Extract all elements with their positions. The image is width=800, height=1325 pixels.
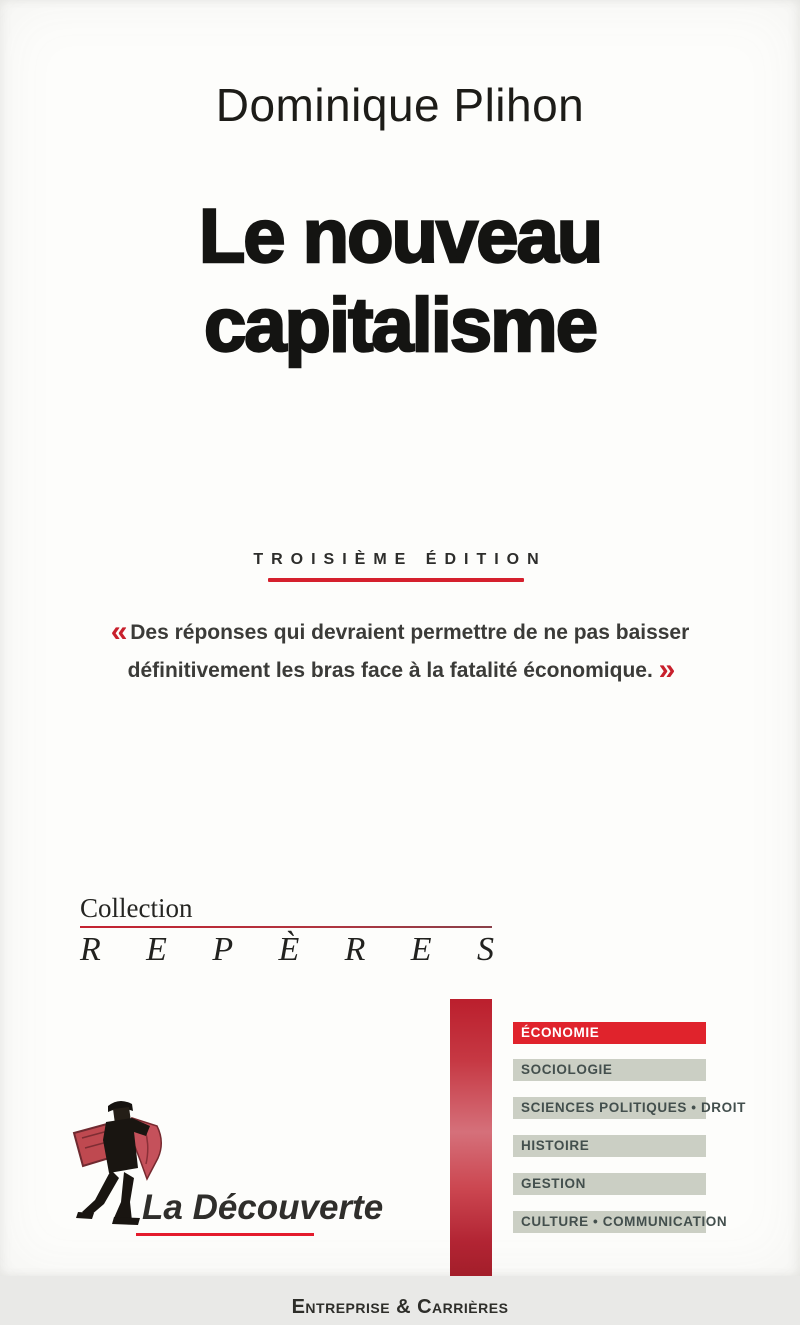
category-sidebar-bar [450, 999, 492, 1276]
collection-letter: E [146, 931, 167, 968]
collection-letter: R [344, 931, 366, 968]
collection-letter: R [80, 931, 101, 968]
collection-letter: È [278, 931, 300, 968]
quote-line-2: définitivement les bras face à la fatalité économique. [127, 659, 653, 682]
title-line-2: capitalisme [204, 283, 596, 368]
collection-letter: P [212, 931, 234, 968]
open-guillemet: « [110, 615, 125, 648]
category-item-sociologie: SOCIOLOGIE [513, 1059, 706, 1081]
quote-line-1: Des réponses qui devraient permettre de ne pas baisser [130, 621, 690, 644]
publisher-name: La Découverte [142, 1188, 384, 1227]
collection-rule [80, 926, 492, 928]
category-item-culture-communication: CULTURE • COMMUNICATION [513, 1211, 706, 1233]
book-title [0, 192, 800, 370]
collection-letter: E [410, 931, 432, 968]
collection-name [80, 931, 494, 969]
quote-attribution: Entreprise & Carrières [291, 1296, 509, 1318]
edition-underline [268, 578, 524, 582]
author-name: Dominique Plihon [215, 79, 585, 131]
collection-letter: S [476, 931, 494, 968]
category-item-gestion: GESTION [513, 1173, 706, 1195]
category-item-sciences-politiques-droit: SCIENCES POLITIQUES • DROIT [513, 1097, 706, 1119]
publisher-underline [136, 1233, 314, 1236]
title-line-1: Le nouveau [198, 194, 602, 279]
collection-label: Collection [80, 893, 193, 923]
category-item-histoire: HISTOIRE [513, 1135, 706, 1157]
edition-label: TROISIÈME ÉDITION [253, 551, 547, 568]
category-item-economie: ÉCONOMIE [513, 1022, 706, 1044]
close-guillemet: » [658, 653, 673, 686]
